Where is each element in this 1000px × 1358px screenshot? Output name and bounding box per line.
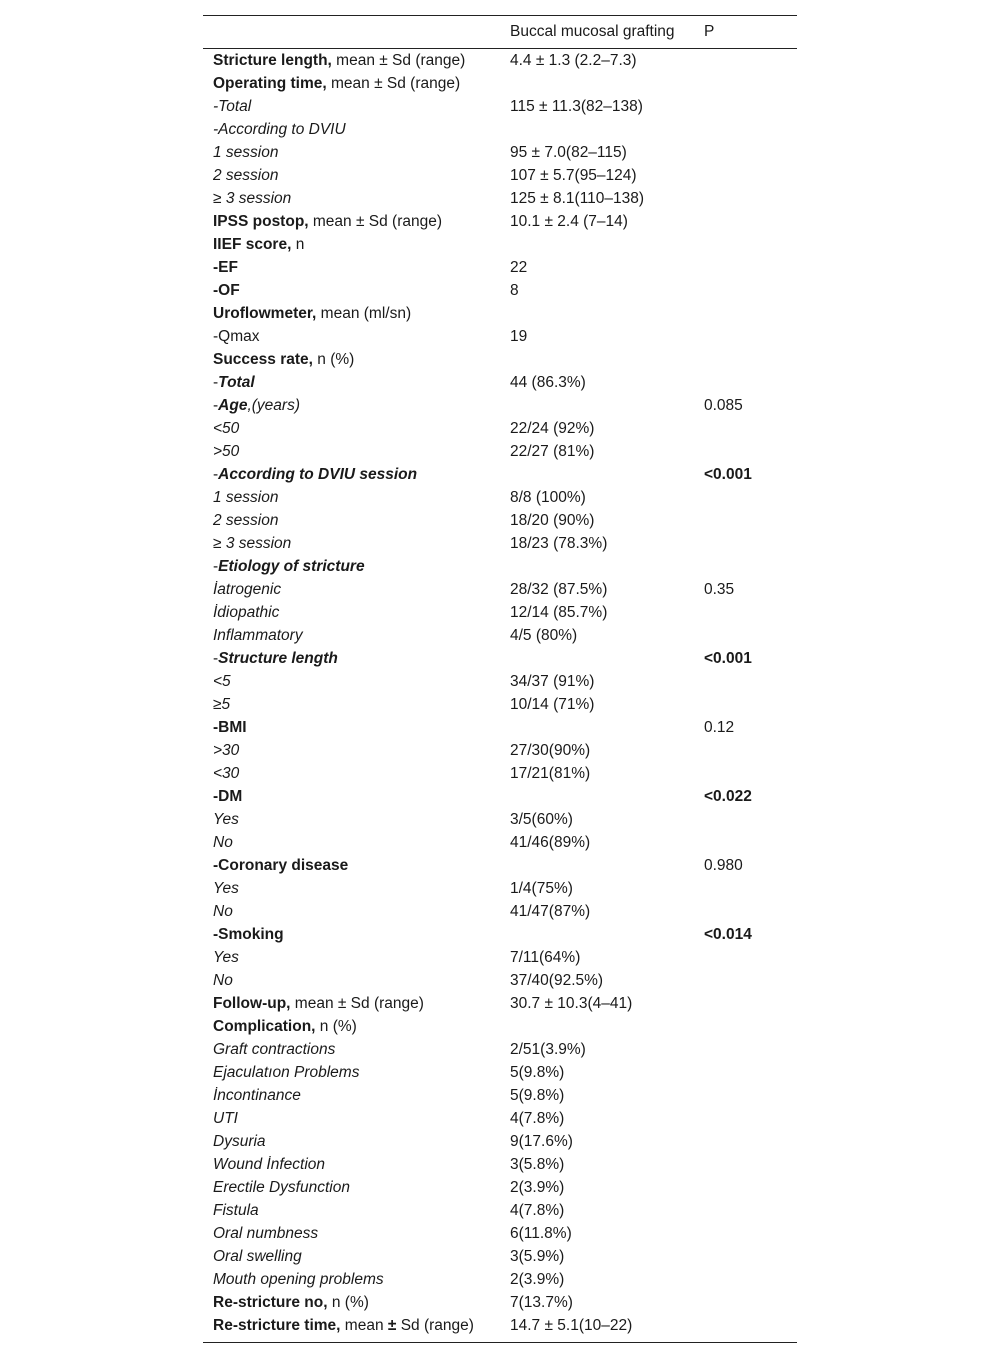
row-label [203,121,510,139]
row-label [203,190,510,208]
row-label [203,98,510,116]
row-label [203,765,510,783]
label-segment: - [213,649,219,667]
label-segment: Success rate, [213,350,313,368]
row-label [203,558,510,576]
label-segment: - [213,557,219,575]
row-value: 34/37 (91%) [510,672,595,690]
label-segment: No [213,833,233,851]
row-value: 95 ± 7.0(82–115) [510,143,627,161]
label-segment: Stricture length, [213,51,332,69]
label-segment: Complication, [213,1017,316,1035]
label-segment: No [213,902,233,920]
row-label [203,627,510,645]
row-value: 3(5.9%) [510,1247,565,1265]
label-segment: n (%) [327,1293,369,1311]
row-label [203,788,510,806]
header-p-value: P [704,23,715,40]
row-value: 28/32 (87.5%) [510,580,608,598]
table-row [203,141,797,164]
table-row [203,118,797,141]
table-row [203,256,797,279]
table-row [203,900,797,923]
label-segment: mean (ml/sn) [316,304,412,322]
row-label [203,1225,510,1243]
label-segment: ≥ 3 session [213,534,292,552]
label-segment: Graft contractions [213,1040,336,1058]
row-label [203,1179,510,1197]
row-label [203,1041,510,1059]
row-label [203,972,510,990]
label-segment: Oral numbness [213,1224,319,1242]
label-segment: İatrogenic [213,580,282,598]
row-label [203,374,510,392]
table-row [203,486,797,509]
row-value: 17/21(81%) [510,764,591,782]
table-row [203,877,797,900]
label-segment: - [213,396,219,414]
row-value: 9(17.6%) [510,1132,573,1150]
label-segment: -Qmax [213,327,260,345]
label-segment: mean ± Sd (range) [326,74,461,92]
row-label [203,1317,510,1335]
row-label [203,236,510,254]
label-segment: Total [218,373,255,391]
table-row [203,1245,797,1268]
label-segment: 2 session [213,511,279,529]
row-value: 3(5.8%) [510,1155,565,1173]
row-value: 4/5 (80%) [510,626,578,644]
label-segment: -EF [213,258,238,276]
label-segment: Re-stricture no, [213,1293,328,1311]
row-label [203,512,510,530]
table-row [203,1199,797,1222]
row-value: 14.7 ± 5.1(10–22) [510,1316,633,1334]
label-segment: Yes [213,879,239,897]
row-label [203,673,510,691]
row-value: 7/11(64%) [510,948,581,966]
row-value: 18/20 (90%) [510,511,595,529]
label-segment: >50 [213,442,240,460]
label-segment: Re-stricture time, [213,1316,341,1334]
table-row [203,95,797,118]
row-label [203,420,510,438]
row-value: 6(11.8%) [510,1224,572,1242]
table-row [203,509,797,532]
table-row [203,394,797,417]
row-p-value: 0.12 [704,718,735,736]
label-segment: İncontinance [213,1086,301,1104]
row-value: 4.4 ± 1.3 (2.2–7.3) [510,51,637,69]
label-segment: İdiopathic [213,603,280,621]
label-segment: Oral swelling [213,1247,302,1265]
table-body [203,49,797,1337]
table-row [203,1222,797,1245]
row-label [203,926,510,944]
row-value: 4(7.8%) [510,1109,565,1127]
row-value: 27/30(90%) [510,741,591,759]
row-value: 125 ± 8.1(110–138) [510,189,645,207]
row-p-value: <0.014 [704,925,752,943]
label-segment: - [213,465,219,483]
row-p-value: 0.085 [704,396,743,414]
label-segment: ≥5 [213,695,231,713]
row-label [203,1271,510,1289]
label-segment: Structure length [218,649,338,667]
table-row [203,463,797,486]
label-segment: mean ± Sd (range) [331,51,466,69]
data-table [203,15,797,1343]
table-row [203,325,797,348]
row-label [203,1294,510,1312]
label-segment: IPSS postop, [213,212,309,230]
row-label [203,811,510,829]
row-label [203,1156,510,1174]
label-segment: Wound İnfection [213,1155,326,1173]
row-value: 3/5(60%) [510,810,573,828]
table-row [203,992,797,1015]
label-segment: -Coronary disease [213,856,349,874]
row-label [203,650,510,668]
row-value: 2/51(3.9%) [510,1040,586,1058]
row-value: 4(7.8%) [510,1201,565,1219]
table-row [203,417,797,440]
row-label [203,604,510,622]
table-row [203,624,797,647]
label-segment: Sd (range) [396,1316,474,1334]
label-segment: n (%) [312,350,355,368]
row-label [203,75,510,93]
row-value: 22/24 (92%) [510,419,595,437]
row-value: 22 [510,258,528,276]
row-label [203,995,510,1013]
row-label [203,535,510,553]
row-value: 19 [510,327,528,345]
label-segment: -Smoking [213,925,284,943]
row-label [203,834,510,852]
row-label [203,696,510,714]
row-value: 10.1 ± 2.4 (7–14) [510,212,628,230]
row-label [203,719,510,737]
table-row [203,72,797,95]
table-row [203,279,797,302]
row-label [203,1110,510,1128]
row-p-value: <0.001 [704,649,752,667]
label-segment: No [213,971,233,989]
row-label [203,1133,510,1151]
row-label [203,351,510,369]
table-row [203,831,797,854]
row-p-value: 0.35 [704,580,735,598]
row-label [203,1248,510,1266]
label-segment: -OF [213,281,240,299]
table-row [203,647,797,670]
label-segment: Follow-up, [213,994,291,1012]
table-row [203,440,797,463]
label-segment: mean ± Sd (range) [290,994,424,1012]
label-segment: Uroflowmeter, [213,304,317,322]
row-label [203,857,510,875]
table-row [203,693,797,716]
row-value: 18/23 (78.3%) [510,534,608,552]
table-row [203,49,797,72]
row-value: 22/27 (81%) [510,442,595,460]
table-row [203,164,797,187]
table-row [203,1153,797,1176]
row-p-value: 0.980 [704,856,743,874]
label-segment: mean [340,1316,388,1334]
table-row [203,785,797,808]
label-segment: n [291,235,305,253]
row-value: 41/46(89%) [510,833,591,851]
row-value: 115 ± 11.3(82–138) [510,97,643,115]
table-row [203,716,797,739]
table-row [203,233,797,256]
table-row [203,1107,797,1130]
table-row [203,1015,797,1038]
row-label [203,489,510,507]
row-label [203,880,510,898]
row-value: 1/4(75%) [510,879,573,897]
table-row [203,808,797,831]
table-row [203,578,797,601]
label-segment: Ejaculatıon Problems [213,1063,360,1081]
table-row [203,601,797,624]
table-row [203,187,797,210]
label-segment: -BMI [213,718,247,736]
table-row [203,1314,797,1337]
table-row [203,1291,797,1314]
row-label [203,144,510,162]
row-value: 7(13.7%) [510,1293,573,1311]
label-segment: Erectile Dysfunction [213,1178,350,1196]
table-row [203,555,797,578]
label-segment: -According to DVIU [213,120,346,138]
row-label [203,1064,510,1082]
table-row [203,854,797,877]
row-value: 8 [510,281,519,299]
row-value: 8/8 (100%) [510,488,586,506]
row-p-value: <0.001 [704,465,752,483]
row-value: 37/40(92.5%) [510,971,604,989]
row-value: 30.7 ± 10.3(4–41) [510,994,633,1012]
label-segment: Yes [213,948,239,966]
table-row [203,1084,797,1107]
row-value: 10/14 (71%) [510,695,595,713]
label-segment: >30 [213,741,240,759]
label-segment: Operating time, [213,74,327,92]
row-label [203,1087,510,1105]
table-row [203,1038,797,1061]
label-segment: Etiology of stricture [218,557,365,575]
label-segment: IIEF score, [213,235,292,253]
table-row [203,210,797,233]
row-label [203,259,510,277]
label-segment: mean ± Sd (range) [308,212,443,230]
label-segment: Age [218,396,248,414]
table-row [203,969,797,992]
label-segment: <30 [213,764,240,782]
row-label [203,742,510,760]
label-segment: 2 session [213,166,279,184]
label-segment: ± [387,1316,397,1334]
table-row [203,1061,797,1084]
row-value: 44 (86.3%) [510,373,586,391]
row-label [203,167,510,185]
label-segment: Mouth opening problems [213,1270,384,1288]
row-label [203,282,510,300]
label-segment: Yes [213,810,239,828]
row-label [203,949,510,967]
row-label [203,52,510,70]
label-segment: ,(years) [247,396,301,414]
table-row [203,1268,797,1291]
row-label [203,466,510,484]
label-segment: Inflammatory [213,626,303,644]
label-segment: 1 session [213,488,279,506]
table-row [203,348,797,371]
table-row [203,923,797,946]
label-segment: Fistula [213,1201,259,1219]
table-row [203,1130,797,1153]
row-label [203,305,510,323]
table-row [203,1176,797,1199]
label-segment: -Total [213,97,252,115]
table-bottom-rule [203,1337,797,1343]
row-value: 107 ± 5.7(95–124) [510,166,637,184]
row-label [203,213,510,231]
label-segment: Dysuria [213,1132,266,1150]
row-label [203,581,510,599]
row-label [203,397,510,415]
table-row [203,946,797,969]
label-segment: <5 [213,672,231,690]
row-label [203,1202,510,1220]
row-value: 2(3.9%) [510,1270,565,1288]
header-buccal-mucosal-grafting: Buccal mucosal grafting [510,23,675,40]
label-segment: -DM [213,787,243,805]
label-segment: n (%) [315,1017,357,1035]
row-value: 5(9.8%) [510,1086,565,1104]
row-value: 2(3.9%) [510,1178,565,1196]
label-segment: According to DVIU session [218,465,418,483]
label-segment: ≥ 3 session [213,189,292,207]
label-segment: 1 session [213,143,279,161]
row-p-value: <0.022 [704,787,752,805]
row-label [203,443,510,461]
table-row [203,670,797,693]
table-row [203,302,797,325]
label-segment: - [213,373,219,391]
table-row [203,762,797,785]
row-value: 41/47(87%) [510,902,591,920]
table-row [203,739,797,762]
label-segment: <50 [213,419,240,437]
row-label [203,1018,510,1036]
row-value: 12/14 (85.7%) [510,603,608,621]
label-segment: UTI [213,1109,238,1127]
table-row [203,532,797,555]
table-header [203,16,797,49]
row-label [203,328,510,346]
row-label [203,903,510,921]
table-row [203,371,797,394]
row-value: 5(9.8%) [510,1063,565,1081]
